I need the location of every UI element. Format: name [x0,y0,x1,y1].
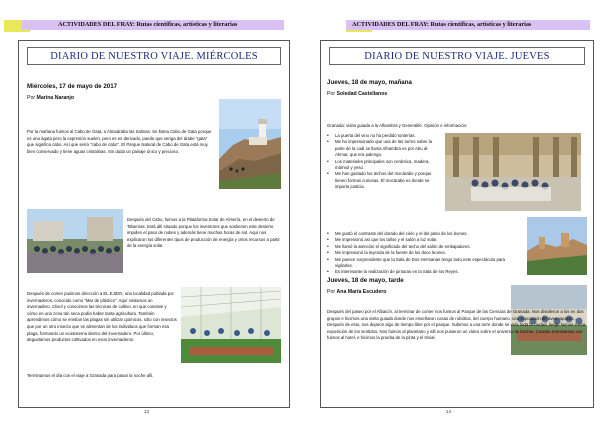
page-number: 13 [144,409,150,414]
list-item: • Me parece sorprendente que la Sala de Dos Hermanas tengo todo este espectáculo para vigilarlas. [327,257,523,270]
photo-lighthouse [219,99,281,189]
entry-date-morning: Jueves, 18 de mayo, mañana [327,79,412,86]
paragraph-plataforma-solar: Después del Cabo, fuimos a la Plataforma Solar de Almería, en el desierto de Tabernas. Está allí situado porque los inventores que sostienen este desierto impiden el paso de nubes y además tiene muchas horas de sol. Aquí nos explicaron los diferentes tipos de producción de energía y otros recursos a partir de la energía solar. [127,217,280,249]
page-title: DIARIO DE NUESTRO VIAJE. JUEVES [329,47,585,65]
paragraph-granada: Terminamos el día con el viaje a Granada para pasar la noche allí. [27,373,154,378]
author-name: Marina Naranjo [36,95,75,101]
header-text: ACTIVIDADES DEL FRAY: Rutas científicas, artísticas y literarias [58,21,238,28]
opinion-list-continued [327,231,523,276]
entry-date: Miércoles, 17 de mayo de 2017 [27,83,118,90]
list-item: • Me impresionó así que los tallos y el salón a luz solar. [327,237,523,243]
page-number: 14 [446,409,452,414]
paragraph-cabo-de-gata: Por la mañana fuimos al Cabo de Gata, a Almadraba las Salinas. Se llama Cabo de Gata porque es una ágata pero la expresión suelen, pero es es derivado, puede que venga del árabe "gata" que significa cabo. Así que sería "cabo de cabo". El Parque Natural de Cabo de Gata está muy bien conservado y tiene aguas cristalinas. Sin duda un paisaje único y precioso. [27,129,212,154]
entry-author: Por Marina Naranjo [27,95,75,101]
header-band [346,20,590,30]
header-text: ACTIVIDADES DEL FRAY: Rutas científicas, artísticas y literarias [352,21,532,28]
paragraph-parque-ciencias: Después del paseo por el Albaicín, al terminar de comer nos fuimos al Parque de las Ciencias de Granada. Nos dividieron a los en dos grupos e hicimos una visita guiada donde nos enseñaron cosas de robótica, del cuerpo humano, una exposición de aves rapaces... Después de esto, nos dejaron algo de tiempo libre por el parque. Subimos a una torre donde se veía toda la ciudad, luego fuimos a una exposición de los sentidos. Nos fuimos al planetario y allí nos pusieron un vídeo sobre el universo de Escher. Cuando terminamos nos fuimos al hotel, e hicimos la prueba de la pinta y el trivial. [327,309,586,341]
entry-author-morning: Por Soledad Castellanos [327,91,388,97]
paragraph-el-ejido: Después de comer pusimos dirección a EL EJIDO, una localidad poblada por invernaderos, conocido como "Mar de plástico". Aquí visitamos un invernadero. Clisol y conocimos las técnicas de cultivo, en que consiste y cómo en una zona tan seca podía haber tanta agricultura. También aprendimos cómo se emitían las plagas sin utilizar químicos, sólo con insectos que por un otro insecto que se alimentan de los individuos que forman esa plaga, formando un ecosistema dentro del invernadero. Por último, degustamos productos cultivados en esos invernaderos. [27,291,177,343]
alhambra-intro: Granada: visita guiada a la Alhambra y Generalife. Opinión e información: [327,123,468,128]
list-item: • Me ha impresionado que una de las torres sobre la parte de la cuál se llama Alhambra es por Abu al-Ahmar, que era palengo. [327,139,441,158]
list-item: • Es interesante la realización de pinturas en la Sala de los Reyes. [327,269,523,275]
content-frame [320,40,594,408]
list-item: • La puerta del vino no ha perdido tonterías. [327,133,441,139]
list-item: • Me gustó el contraste del dorado del cielo y el del patio de los leones. [327,231,523,237]
photo-greenhouse [181,287,281,363]
opinion-list [327,133,441,191]
author-name: Soledad Castellanos [336,91,388,97]
right-page [308,6,596,418]
list-item: • Me llamó la atención el significado del techo del salón de embajadores. [327,244,523,250]
header-band [22,20,284,30]
photo-solar-platform-group [27,209,123,273]
left-page [4,6,292,418]
page-title: DIARIO DE NUESTRO VIAJE. MIÉRCOLES [27,47,281,65]
list-item: • Los materiales principales son cerámica, madera, mármol y yeso. [327,159,441,172]
entry-author-afternoon: Por Ana María Escudero [327,289,387,295]
content-frame [18,40,290,408]
list-item: • Me han gustado los techos del mocárabe y porque tienen formas curiosas. El mocárabe es donde se importa justicia. [327,171,441,190]
list-item: • Me impresionó la leyenda de la fuente de los doce leones. [327,250,523,256]
author-name: Ana María Escudero [336,289,387,295]
photo-alhambra-view [527,217,587,275]
entry-date-afternoon: Jueves, 18 de mayo, tarde [327,277,404,284]
photo-alhambra-courtyard [445,133,581,211]
